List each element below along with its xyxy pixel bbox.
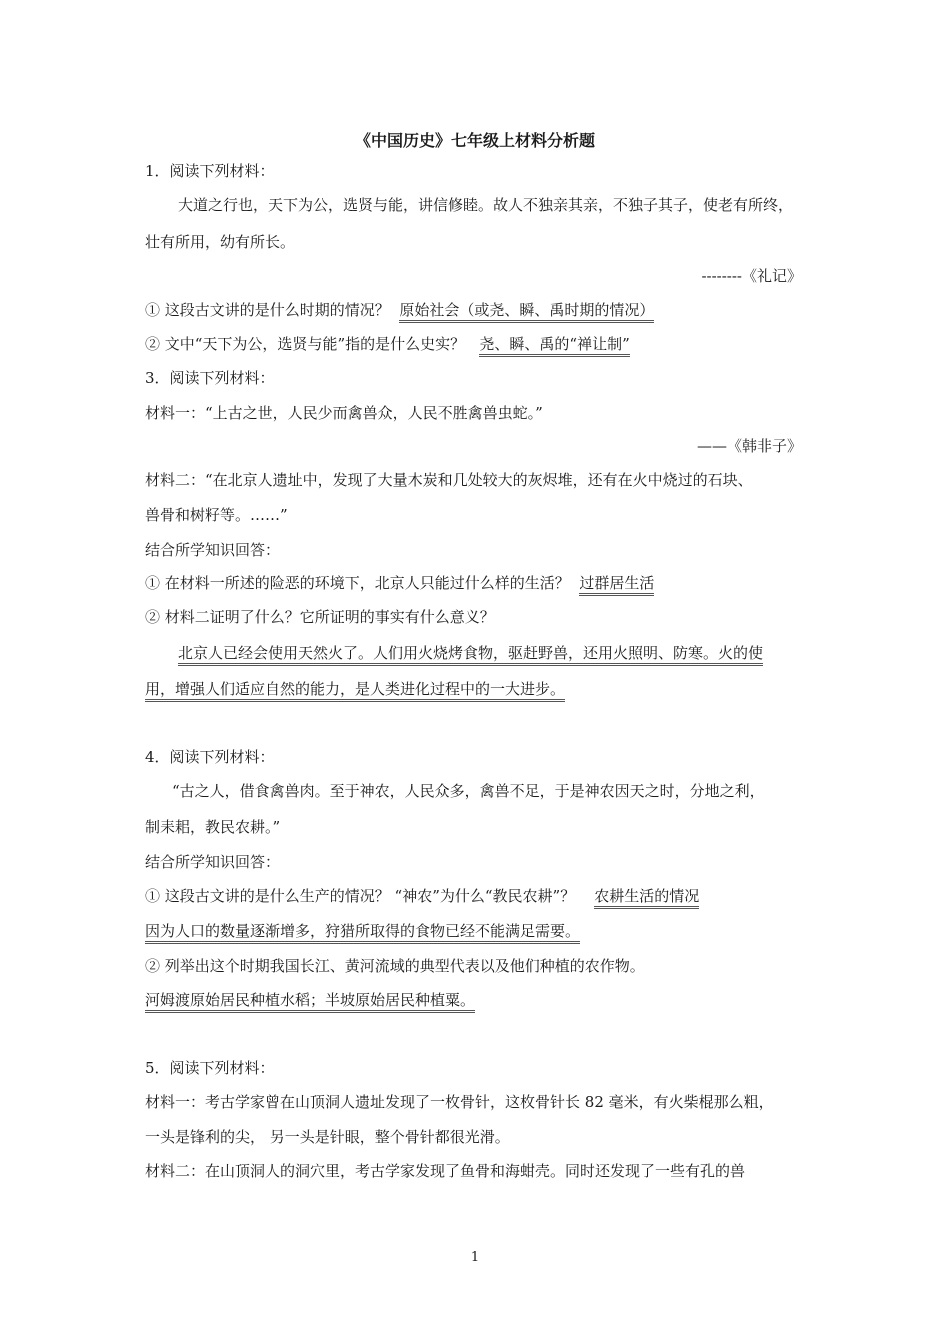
- q4-material-line-2: 制耒耜，教民农耕。”: [145, 818, 281, 836]
- q3-material-2-line-1: 材料二：“在北京人遗址中，发现了大量木炭和几处较大的灰烬堆，还有在火中烧过的石块、: [145, 471, 753, 489]
- q4-answer-b: 河姆渡原始居民种植水稻；半坡原始居民种植粟。: [145, 991, 475, 1013]
- q4-question-a-text: ① 这段古文讲的是什么生产的情况？ “神农”为什么“教民农耕”？: [145, 887, 576, 905]
- page-number: 1: [470, 1250, 480, 1265]
- q3-answer-b-line-2-wrap: [145, 679, 565, 699]
- q3-answer-a: 过群居生活: [579, 574, 654, 596]
- q1-question-b: [145, 334, 630, 354]
- q4-prompt: 结合所学知识回答：: [145, 853, 281, 871]
- q4-heading: 4．阅读下列材料：: [145, 748, 275, 766]
- q1-source: --------《礼记》: [701, 267, 802, 285]
- q3-prompt: 结合所学知识回答：: [145, 541, 281, 559]
- q4-question-b: ② 列举出这个时期我国长江、黄河流域的典型代表以及他们种植的农作物。: [145, 957, 645, 975]
- q1-question-a: [145, 300, 654, 320]
- q3-answer-b-line-1-wrap: [178, 643, 763, 663]
- q3-material-1: 材料一：“上古之世，人民少而禽兽众，人民不胜禽兽虫蛇。”: [145, 404, 543, 422]
- q1-question-a-text: ① 这段古文讲的是什么时期的情况？: [145, 301, 390, 319]
- q3-question-b: ② 材料二证明了什么？它所证明的事实有什么意义？: [145, 608, 495, 626]
- q5-material-1-line-2: 一头是锋利的尖， 另一头是针眼，整个骨针都很光滑。: [145, 1128, 510, 1146]
- q5-material-2-line-1: 材料二：在山顶洞人的洞穴里，考古学家发现了鱼骨和海蚶壳。同时还发现了一些有孔的兽: [145, 1162, 746, 1180]
- q3-answer-b-line-1: 北京人已经会使用天然火了。人们用火烧烤食物，驱赶野兽，还用火照明、防寒。火的使: [178, 644, 763, 666]
- q3-question-a-text: ① 在材料一所述的险恶的环境下，北京人只能过什么样的生活？: [145, 574, 570, 592]
- q1-material-line-1: 大道之行也，天下为公，选贤与能，讲信修睦。故人不独亲其亲，不独子其子，使老有所终，: [178, 196, 794, 214]
- q3-material-2-line-2: 兽骨和树籽等。……”: [145, 506, 288, 524]
- q1-question-b-text: ② 文中“天下为公，选贤与能”指的是什么史实？: [145, 335, 466, 353]
- q1-answer-b: 尧、瞬、禹的“禅让制”: [479, 335, 629, 357]
- q3-heading: 3．阅读下列材料：: [145, 369, 275, 387]
- q1-answer-a: 原始社会（或尧、瞬、禹时期的情况）: [399, 301, 654, 323]
- q5-material-1-line-1: 材料一：考古学家曾在山顶洞人遗址发现了一枚骨针，这枚骨针长 82 毫米，有火柴棍那么粗，: [145, 1093, 774, 1111]
- page-title: 《中国历史》七年级上材料分析题: [354, 131, 595, 150]
- q3-question-a: [145, 573, 654, 593]
- q3-answer-b-line-2: 用，增强人们适应自然的能力，是人类进化过程中的一大进步。: [145, 680, 565, 702]
- q4-answer-a-line-2-wrap: [145, 921, 580, 941]
- q4-question-a: [145, 886, 699, 906]
- q4-answer-b-wrap: [145, 990, 475, 1010]
- q3-source: ——《韩非子》: [696, 437, 802, 455]
- q1-heading: 1．阅读下列材料：: [145, 162, 275, 180]
- q5-heading: 5．阅读下列材料：: [145, 1059, 275, 1077]
- q4-material-line-1: “古之人，借食禽兽肉。至于神农，人民众多，禽兽不足，于是神农因天之时，分地之利，: [172, 782, 765, 800]
- q1-material-line-2: 壮有所用，幼有所长。: [145, 233, 296, 251]
- q4-answer-a-line-1: 农耕生活的情况: [594, 887, 699, 909]
- q4-answer-a-line-2: 因为人口的数量逐渐增多，狩猎所取得的食物已经不能满足需要。: [145, 922, 580, 944]
